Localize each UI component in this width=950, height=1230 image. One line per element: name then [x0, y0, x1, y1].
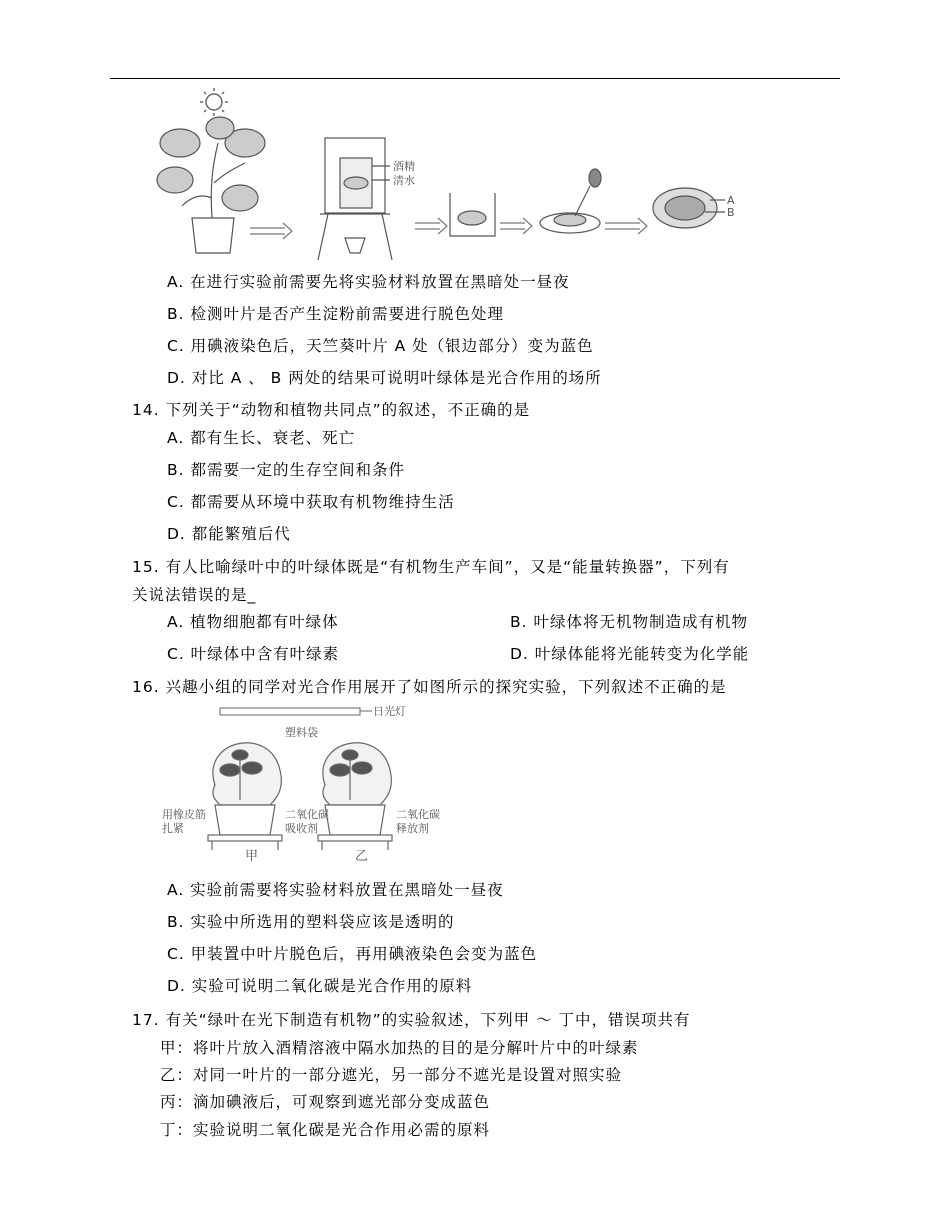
variegated-leaf [653, 188, 725, 228]
label-rubber-1: 用橡皮筋 [162, 808, 206, 821]
q15-option-d: D. 叶绿体能将光能转变为化学能 [510, 645, 750, 663]
q14-option-c: C. 都需要从环境中获取有机物维持生活 [167, 493, 455, 511]
q14-option-a: A. 都有生长、衰老、死亡 [167, 429, 356, 447]
device-yi [318, 743, 392, 850]
q14-option-b: B. 都需要一定的生存空间和条件 [167, 461, 405, 479]
arrow-icon [250, 223, 292, 239]
q17-item-bing: 丙：滴加碘液后，可观察到遮光部分变成蓝色 [160, 1093, 491, 1111]
label-release-2: 释放剂 [396, 822, 429, 835]
q16-option-c: C. 甲装置中叶片脱色后，再用碘液染色会变为蓝色 [167, 945, 538, 963]
label-lamp: 日光灯 [373, 705, 406, 718]
q16-option-d: D. 实验可说明二氧化碳是光合作用的原料 [167, 977, 473, 995]
fluorescent-lamp [220, 708, 360, 715]
q13-option-a: A. 在进行实验前需要先将实验材料放置在黑暗处一昼夜 [167, 273, 570, 291]
figure-leaf-starch-experiment [150, 88, 750, 260]
q16-stem: 16. 兴趣小组的同学对光合作用展开了如图所示的探究实验，下列叙述不正确的是 [132, 678, 727, 696]
q16-option-b: B. 实验中所选用的塑料袋应该是透明的 [167, 913, 455, 931]
q16-option-a: A. 实验前需要将实验材料放置在黑暗处一昼夜 [167, 881, 504, 899]
label-water: 清水 [393, 174, 415, 187]
label-alcohol: 酒精 [393, 160, 415, 173]
beaker [450, 193, 495, 236]
label-jia: 甲 [245, 849, 259, 864]
q15-option-b: B. 叶绿体将无机物制造成有机物 [510, 613, 748, 631]
label-absorb-1: 二氧化碳 [285, 808, 329, 821]
figure-co2-experiment [160, 700, 460, 870]
water-bath-apparatus [318, 138, 392, 260]
petri-dish-dropper [540, 169, 601, 233]
q17-item-jia: 甲：将叶片放入酒精溶液中隔水加热的目的是分解叶片中的叶绿素 [160, 1039, 639, 1057]
q17-stem: 17. 有关“绿叶在光下制造有机物”的实验叙述，下列甲 ～ 丁中，错误项共有 [132, 1011, 691, 1029]
label-rubber-2: 扎紧 [162, 822, 184, 835]
q13-option-d: D. 对比 A 、 B 两处的结果可说明叶绿体是光合作用的场所 [167, 369, 602, 387]
device-jia [208, 743, 282, 850]
q15-option-c: C. 叶绿体中含有叶绿素 [167, 645, 340, 663]
q17-item-ding: 丁：实验说明二氧化碳是光合作用必需的原料 [160, 1121, 491, 1139]
arrow-icon [500, 218, 532, 234]
q15-stem-line1: 15. 有人比喻绿叶中的叶绿体既是“有机物生产车间”，又是“能量转换器”，下列有 [132, 558, 730, 576]
sun-icon [200, 88, 228, 116]
q15-option-a: A. 植物细胞都有叶绿体 [167, 613, 339, 631]
q17-item-yi: 乙：对同一叶片的一部分遮光，另一部分不遮光是设置对照实验 [160, 1066, 623, 1084]
label-yi: 乙 [355, 849, 369, 864]
q14-stem: 14. 下列关于“动物和植物共同点”的叙述，不正确的是 [132, 401, 531, 419]
label-release-1: 二氧化碳 [396, 808, 440, 821]
label-absorb-2: 吸收剂 [285, 822, 318, 835]
label-b: B [727, 206, 735, 219]
potted-plant [157, 117, 265, 253]
q13-option-c: C. 用碘液染色后，天竺葵叶片 A 处（银边部分）变为蓝色 [167, 337, 594, 355]
arrow-icon [415, 218, 447, 234]
q14-option-d: D. 都能繁殖后代 [167, 525, 291, 543]
q15-stem-line2: 关说法错误的是_ [132, 586, 257, 604]
label-bag: 塑料袋 [285, 726, 318, 739]
arrow-icon [605, 218, 647, 234]
q13-option-b: B. 检测叶片是否产生淀粉前需要进行脱色处理 [167, 305, 504, 323]
header-rule [110, 78, 840, 79]
label-a: A [727, 194, 735, 207]
